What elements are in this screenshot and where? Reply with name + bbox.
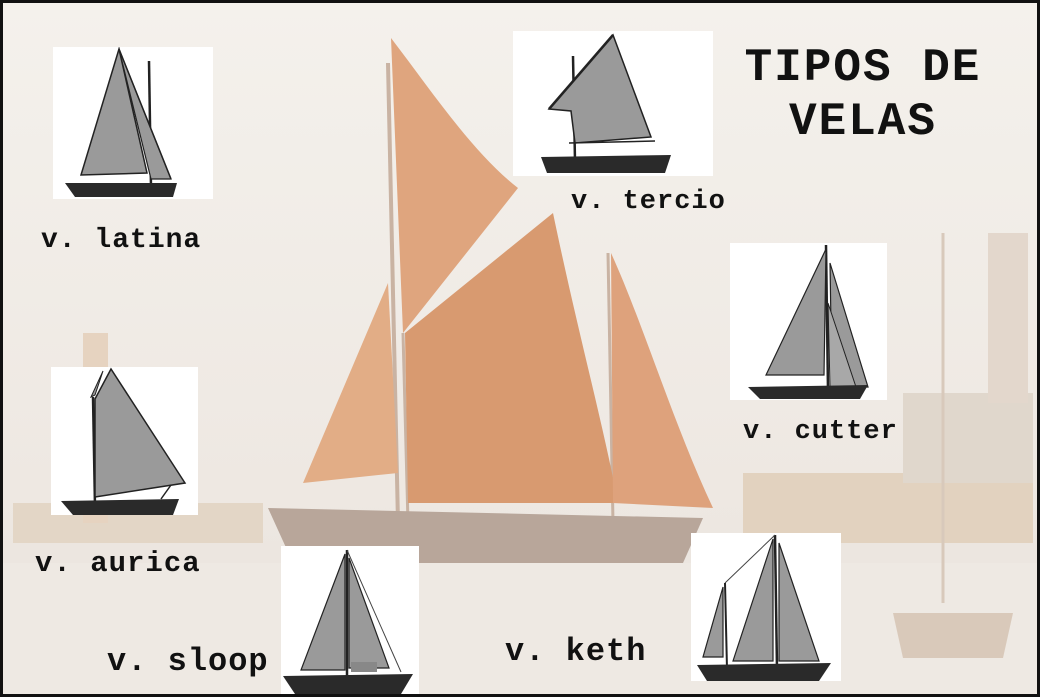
sloop-sail-image	[281, 546, 419, 694]
sloop-sail-drawing	[281, 546, 419, 694]
keth-sail-image	[691, 533, 841, 681]
keth-label: v. keth	[505, 633, 647, 670]
title-line-1: TIPOS DE	[744, 42, 982, 94]
aurica-sail-drawing	[51, 367, 198, 515]
latina-sail-drawing	[53, 47, 213, 199]
aurica-sail-image	[51, 367, 198, 515]
tercio-label: v. tercio	[571, 187, 726, 217]
tercio-sail-drawing	[513, 31, 713, 176]
sloop-label: v. sloop	[107, 643, 269, 680]
cutter-label: v. cutter	[743, 417, 898, 447]
aurica-label: v. aurica	[35, 547, 201, 580]
cutter-sail-image	[730, 243, 887, 400]
latina-sail-image	[53, 47, 213, 199]
latina-label: v. latina	[41, 225, 202, 256]
cutter-sail-drawing	[730, 243, 887, 400]
title-line-2: VELAS	[788, 96, 938, 148]
page-title	[718, 41, 1008, 149]
tercio-sail-image	[513, 31, 713, 176]
keth-sail-drawing	[691, 533, 841, 681]
